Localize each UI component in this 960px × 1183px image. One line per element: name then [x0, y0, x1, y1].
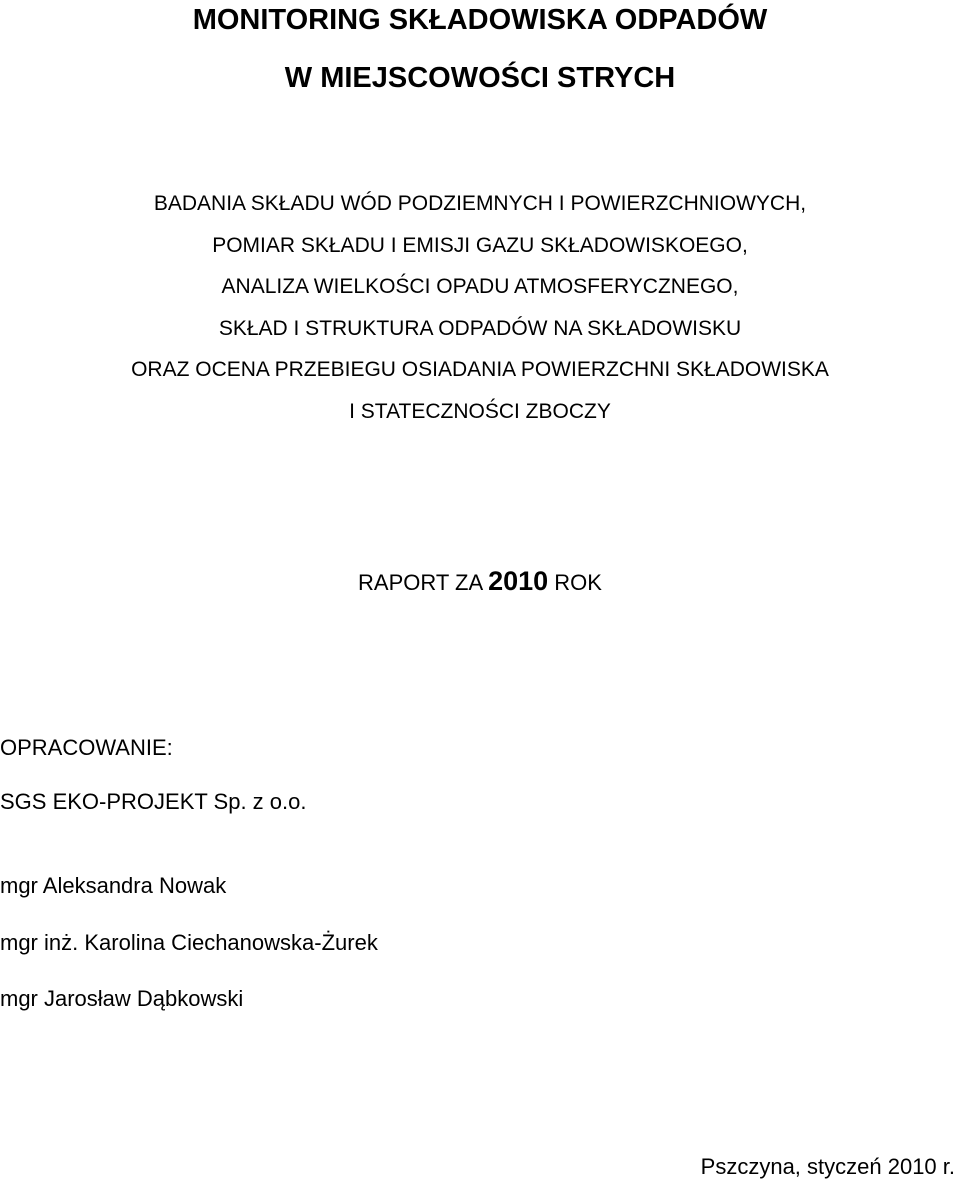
scope-line: ANALIZA WIELKOŚCI OPADU ATMOSFERYCZNEGO, [221, 275, 739, 299]
report-scope-list [0, 183, 960, 433]
author-name: mgr Jarosław Dąbkowski [0, 986, 244, 1011]
scope-line: ORAZ OCENA PRZEBIEGU OSIADANIA POWIERZCHNI SKŁADOWISKA [131, 358, 829, 382]
scope-line: POMIAR SKŁADU I EMISJI GAZU SKŁADOWISKOEGO, [212, 233, 748, 257]
prepared-by-label: OPRACOWANIE: [0, 735, 173, 760]
report-year: 2010 [488, 566, 549, 596]
scope-line: I STATECZNOŚCI ZBOCZY [349, 399, 611, 423]
report-period [0, 562, 960, 602]
report-suffix: ROK [554, 570, 602, 595]
author-name: mgr Aleksandra Nowak [0, 873, 227, 898]
scope-line: BADANIA SKŁADU WÓD PODZIEMNYCH I POWIERZCHNIOWYCH, [153, 192, 807, 215]
place-and-date: Pszczyna, styczeń 2010 r. [700, 1154, 955, 1179]
prepared-by-section [0, 734, 378, 1013]
document-title-line-1: MONITORING SKŁADOWISKA ODPADÓW [192, 4, 768, 36]
scope-line: SKŁAD I STRUKTURA ODPADÓW NA SKŁADOWISKU [218, 316, 742, 340]
author-name: mgr inż. Karolina Ciechanowska-Żurek [0, 930, 378, 955]
report-prefix: RAPORT ZA [358, 570, 482, 595]
company-name: SGS EKO-PROJEKT Sp. z o.o. [0, 789, 307, 814]
document-title-line-2: W MIEJSCOWOŚCI STRYCH [284, 62, 676, 94]
